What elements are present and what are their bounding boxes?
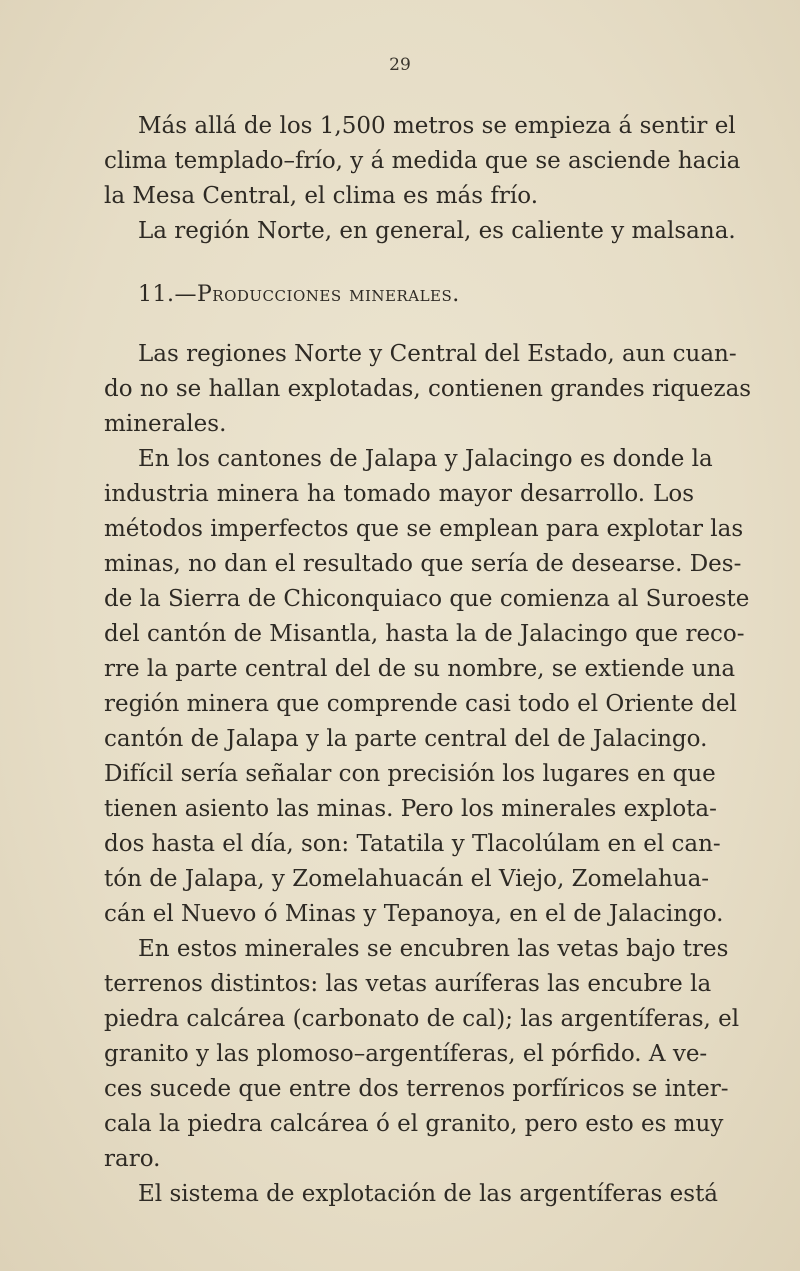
text-line: granito y las plomoso–argentíferas, el pórfido. A ve- xyxy=(104,1041,708,1067)
text-line: cantón de Jalapa y la parte central del de Jalacingo. xyxy=(104,726,708,752)
text-line: cán el Nuevo ó Minas y Tepanoya, en el de Jalacingo. xyxy=(104,901,724,927)
text-line: piedra calcárea (carbonato de cal); las argentíferas, el xyxy=(104,1006,740,1032)
text-line: rre la parte central del de su nombre, se extiende una xyxy=(104,656,736,682)
paragraph xyxy=(104,337,752,442)
text-line: Las regiones Norte y Central del Estado, aun cuan- xyxy=(138,341,737,367)
text-line: ces sucede que entre dos terrenos porfíricos se inter- xyxy=(104,1076,729,1102)
text-line: industria minera ha tomado mayor desarrollo. Los xyxy=(104,481,694,507)
text-line: cala la piedra calcárea ó el granito, pero esto es muy xyxy=(104,1111,724,1137)
text-line: clima templado–frío, y á medida que se asciende hacia xyxy=(104,148,741,174)
paragraph xyxy=(104,109,741,214)
section-number: 11.— xyxy=(138,282,197,307)
text-line: La región Norte, en general, es caliente y malsana. xyxy=(138,218,736,244)
text-line: de la Sierra de Chiconquiaco que comienza al Suroeste xyxy=(104,586,750,612)
text-line: minas, no dan el resultado que sería de desearse. Des- xyxy=(104,551,742,577)
text-line: En estos minerales se encubren las vetas bajo tres xyxy=(138,936,729,962)
text-line: métodos imperfectos que se emplean para explotar las xyxy=(104,516,744,542)
text-line: Más allá de los 1,500 metros se empieza á sentir el xyxy=(138,113,736,139)
text-line: del cantón de Misantla, hasta la de Jalacingo que reco- xyxy=(104,621,745,647)
text-line: El sistema de explotación de las argentíferas está xyxy=(138,1181,719,1207)
text-line: raro. xyxy=(104,1146,161,1172)
paragraph xyxy=(104,442,750,932)
text-line: terrenos distintos: las vetas auríferas las encubre la xyxy=(104,971,712,997)
paragraph xyxy=(104,214,736,249)
paragraph xyxy=(104,932,740,1177)
text-line: Difícil sería señalar con precisión los lugares en que xyxy=(104,761,716,787)
text-line: tón de Jalapa, y Zomelahuacán el Viejo, Zomelahua- xyxy=(104,866,710,892)
text-line: región minera que comprende casi todo el Oriente del xyxy=(104,691,737,717)
text-line: minerales. xyxy=(104,411,227,437)
paragraph xyxy=(104,1177,719,1212)
section-heading xyxy=(104,277,694,312)
text-line: tienen asiento las minas. Pero los minerales explota- xyxy=(104,796,717,822)
text-line: dos hasta el día, son: Tatatila y Tlacolúlam en el can- xyxy=(104,831,721,857)
text-line: En los cantones de Jalapa y Jalacingo es donde la xyxy=(138,446,713,472)
section-title: Producciones minerales. xyxy=(197,282,460,307)
body-text xyxy=(104,109,752,1212)
text-line: do no se hallan explotadas, contienen grandes riquezas xyxy=(104,376,752,402)
page-number: 29 xyxy=(389,55,411,75)
text-line: la Mesa Central, el clima es más frío. xyxy=(104,183,539,209)
